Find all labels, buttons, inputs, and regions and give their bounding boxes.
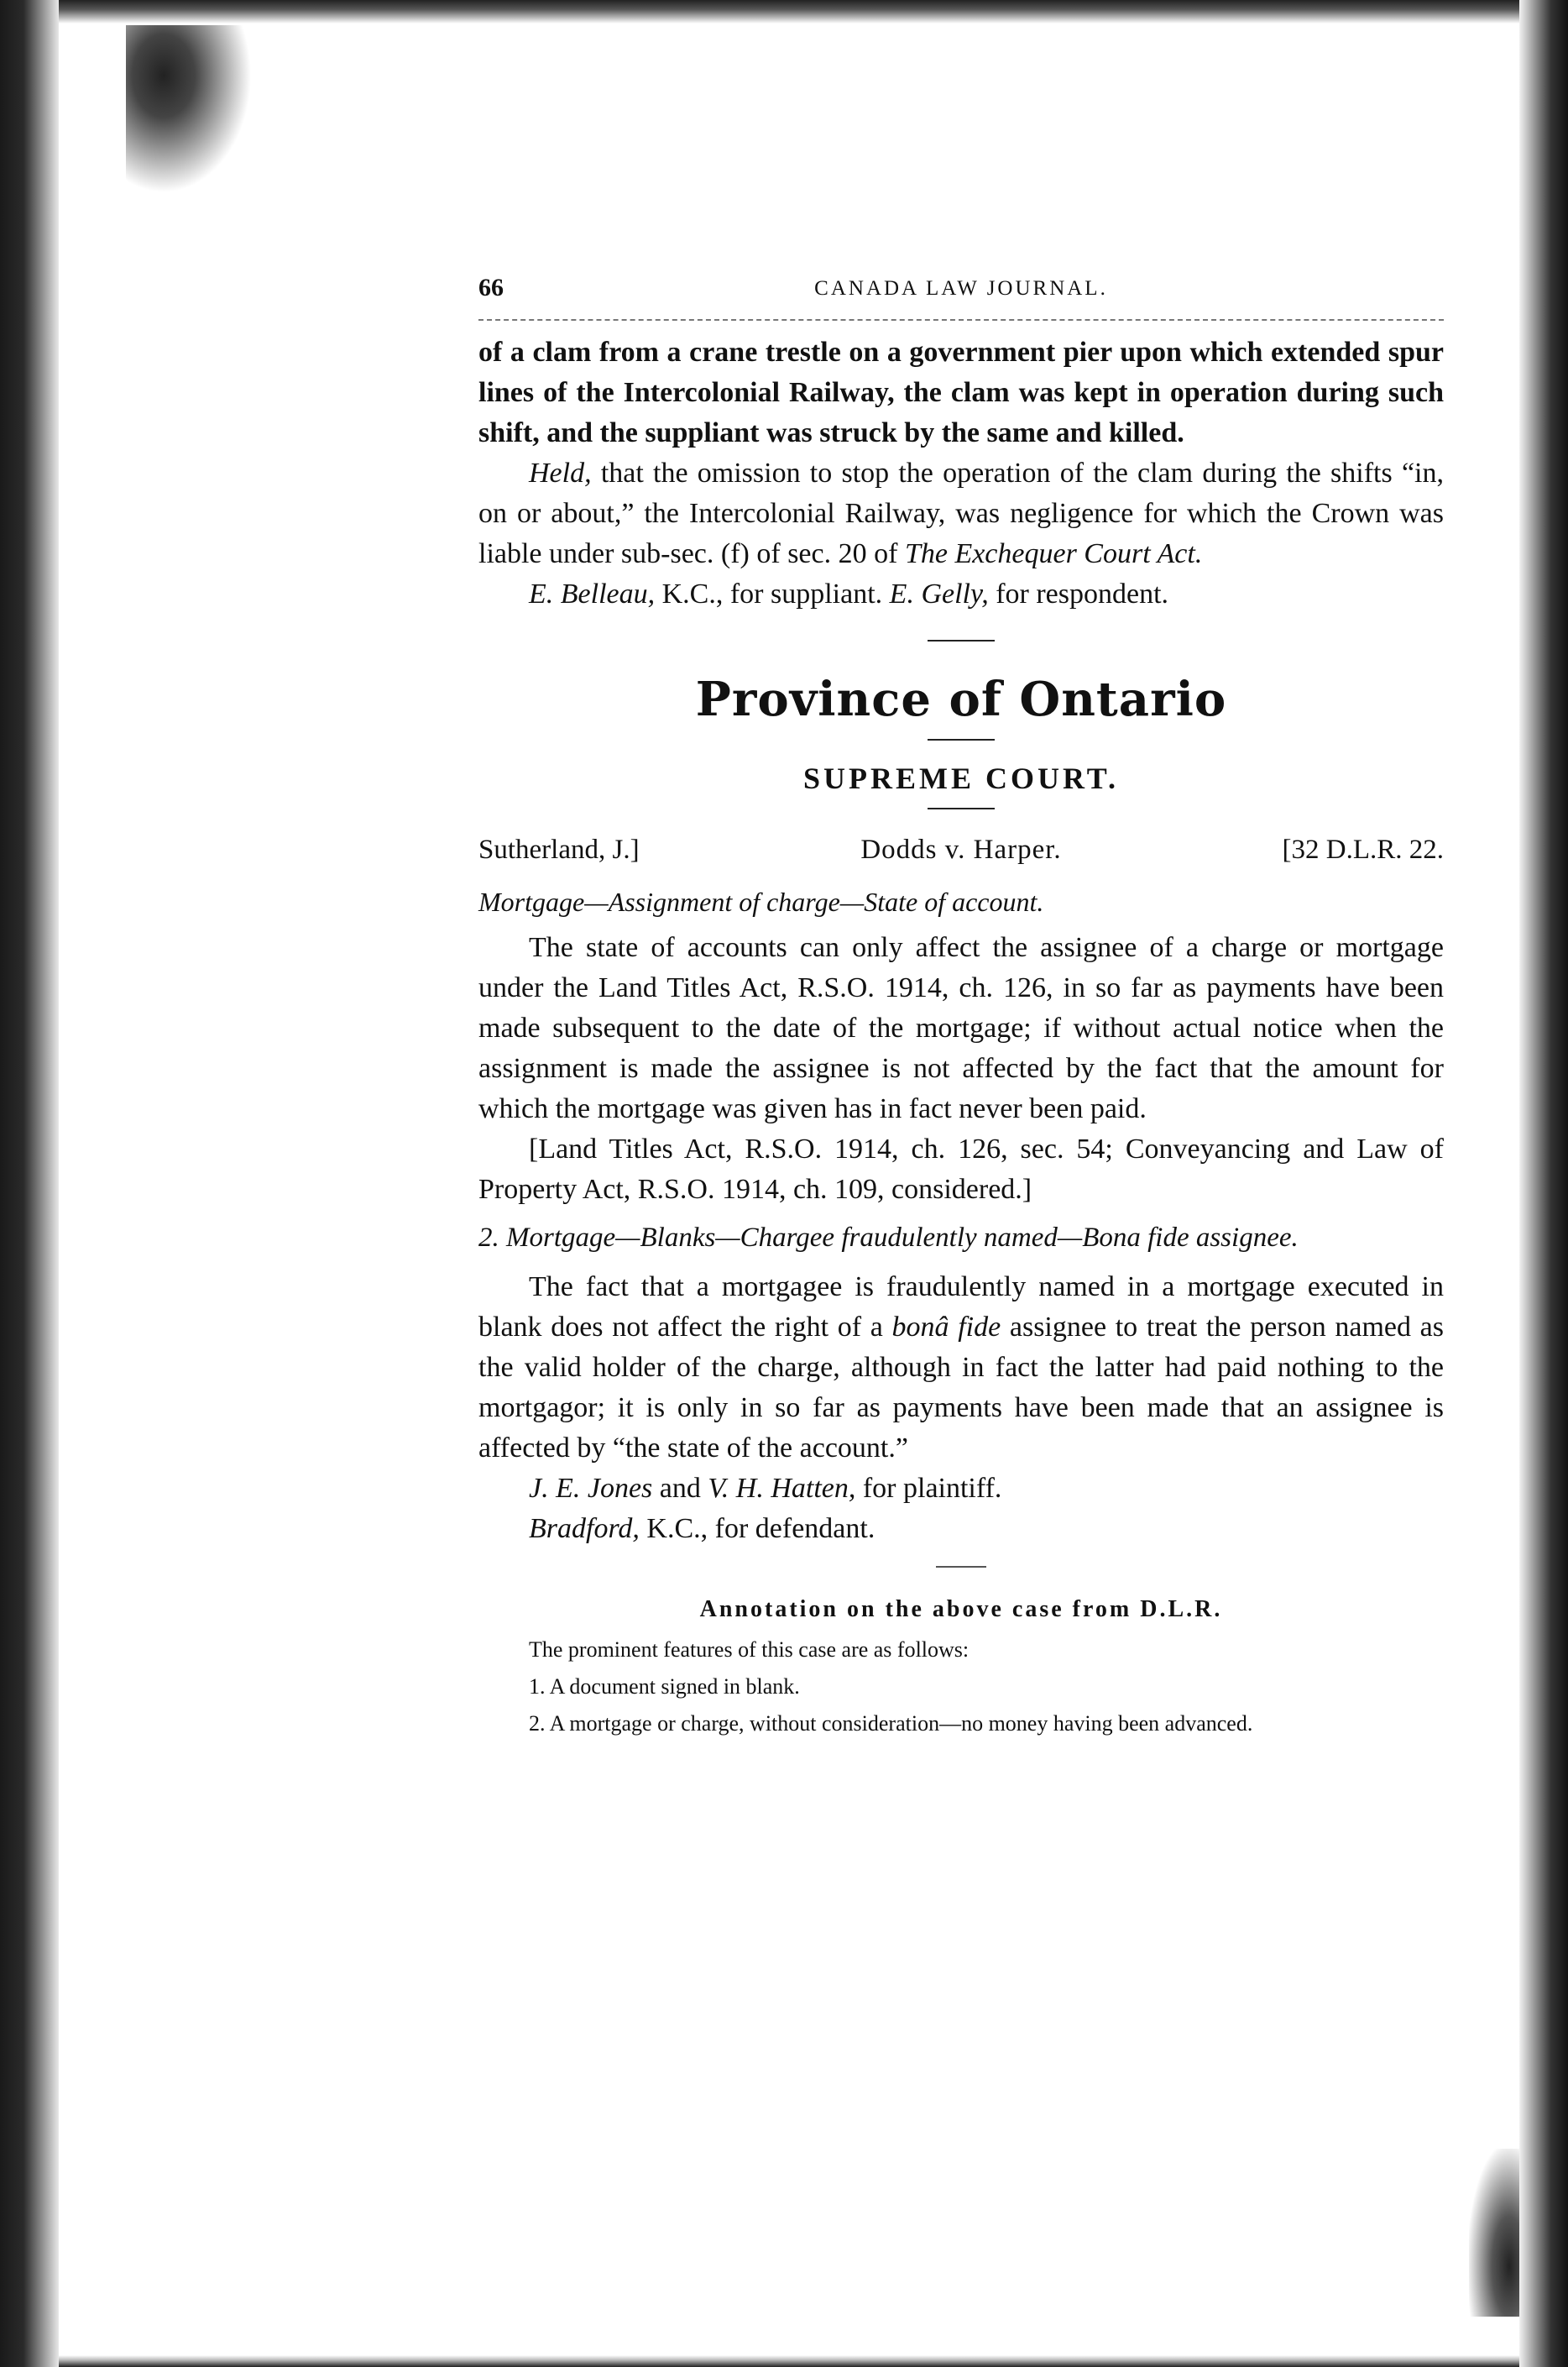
case-citation: [32 D.L.R. 22. — [1282, 835, 1444, 865]
section-divider — [928, 640, 995, 641]
held-text: that the omission to stop the operation of the clam during the shifts “in, on or about,” the Intercolonial Railway, was negligence for which the Crown was liable under sub-sec. (f) of sec. 20 of — [478, 458, 1444, 569]
province-heading: Province of Ontario — [695, 672, 1227, 727]
headnote-title: 2. Mortgage—Blanks—Chargee fraudulently named—Bona fide assignee. — [478, 1223, 1299, 1253]
annotation-item: 1. A document signed in blank. — [529, 1674, 800, 1699]
scan-blotch — [1469, 2149, 1519, 2317]
counsel-name: Bradford, — [529, 1513, 640, 1544]
counsel-role: for plaintiff. — [855, 1473, 1002, 1504]
headnote-text — [478, 1267, 1444, 1469]
previous-case — [478, 333, 1444, 615]
held-act: The Exchequer Court Act. — [904, 538, 1203, 569]
case-judge: Sutherland, J.] — [478, 835, 640, 865]
journal-title: CANADA LAW JOURNAL. — [814, 277, 1108, 300]
counsel-role: for respondent. — [988, 579, 1169, 610]
counsel-name: E. Belleau, — [529, 579, 656, 610]
case-name: Dodds v. Harper. — [860, 835, 1062, 865]
previous-case-paragraph: of a clam from a crane trestle on a government pier upon which extended spur lines of the Intercolonial Railway, the clam was kept in operation during such shift, and the suppliant was struck by the same and killed. — [478, 337, 1444, 448]
held-paragraph — [478, 453, 1444, 574]
running-head — [478, 269, 1444, 321]
held-label: Held, — [529, 458, 592, 489]
court-heading: SUPREME COURT. — [802, 762, 1120, 795]
annotation-heading: Annotation on the above case from D.L.R. — [699, 1596, 1223, 1622]
section-divider — [928, 808, 995, 809]
scan-blotch — [126, 25, 252, 193]
scan-border-right — [1519, 0, 1568, 2367]
scan-border-bottom — [59, 2355, 1519, 2367]
bona-fide-term: bonâ fide — [891, 1312, 1001, 1343]
headnote-text-part: The fact that a mortgagee is fraudulently named in a mortgage executed in blank does not affect the right of a — [478, 1271, 1444, 1343]
case-caption — [478, 835, 1444, 875]
previous-case-counsel — [478, 574, 1444, 615]
headnote-title: Mortgage—Assignment of charge—State of account. — [478, 887, 1044, 917]
headnote-text-part: assignee to treat the person named as the valid holder of the charge, although in fact the latter had paid nothing to the mortgagor; it is only in so far as payments have been made that an assignee is affected by “the state of the account.” — [478, 1312, 1445, 1464]
counsel-name: E. Gelly, — [889, 579, 989, 610]
annotation-intro: The prominent features of this case are as follows: — [529, 1637, 970, 1662]
annotation-item: 2. A mortgage or charge, without consideration—no money having been advanced. — [529, 1711, 1253, 1736]
counsel-joiner: and — [652, 1473, 708, 1504]
counsel-name: V. H. Hatten, — [708, 1473, 856, 1504]
defendant-counsel — [478, 1509, 1444, 1549]
journal-page — [478, 269, 1444, 1741]
page-number: 66 — [478, 274, 504, 301]
counsel-role: K.C., for suppliant. — [655, 579, 890, 610]
statutes-considered: [Land Titles Act, R.S.O. 1914, ch. 126, sec. 54; Conveyancing and Law of Property Act, R.S.O. 1914, ch. 109, considered.] — [478, 1134, 1444, 1205]
plaintiff-counsel — [478, 1469, 1444, 1509]
headnote-text: The state of accounts can only affect the assignee of a charge or mortgage under the Land Titles Act, R.S.O. 1914, ch. 126, in so far as payments have been made subsequent to the date of the mortgage; if without actual notice when the assignment is made the assignee is not affected by the fact that the amount for which the mortgage was given has in fact never been paid. — [478, 932, 1444, 1124]
counsel-name: J. E. Jones — [529, 1473, 653, 1504]
scan-border-left — [0, 0, 59, 2367]
section-divider — [928, 739, 995, 741]
counsel-role: K.C., for defendant. — [639, 1513, 875, 1544]
scan-border-top — [59, 0, 1519, 24]
section-divider — [936, 1566, 986, 1568]
